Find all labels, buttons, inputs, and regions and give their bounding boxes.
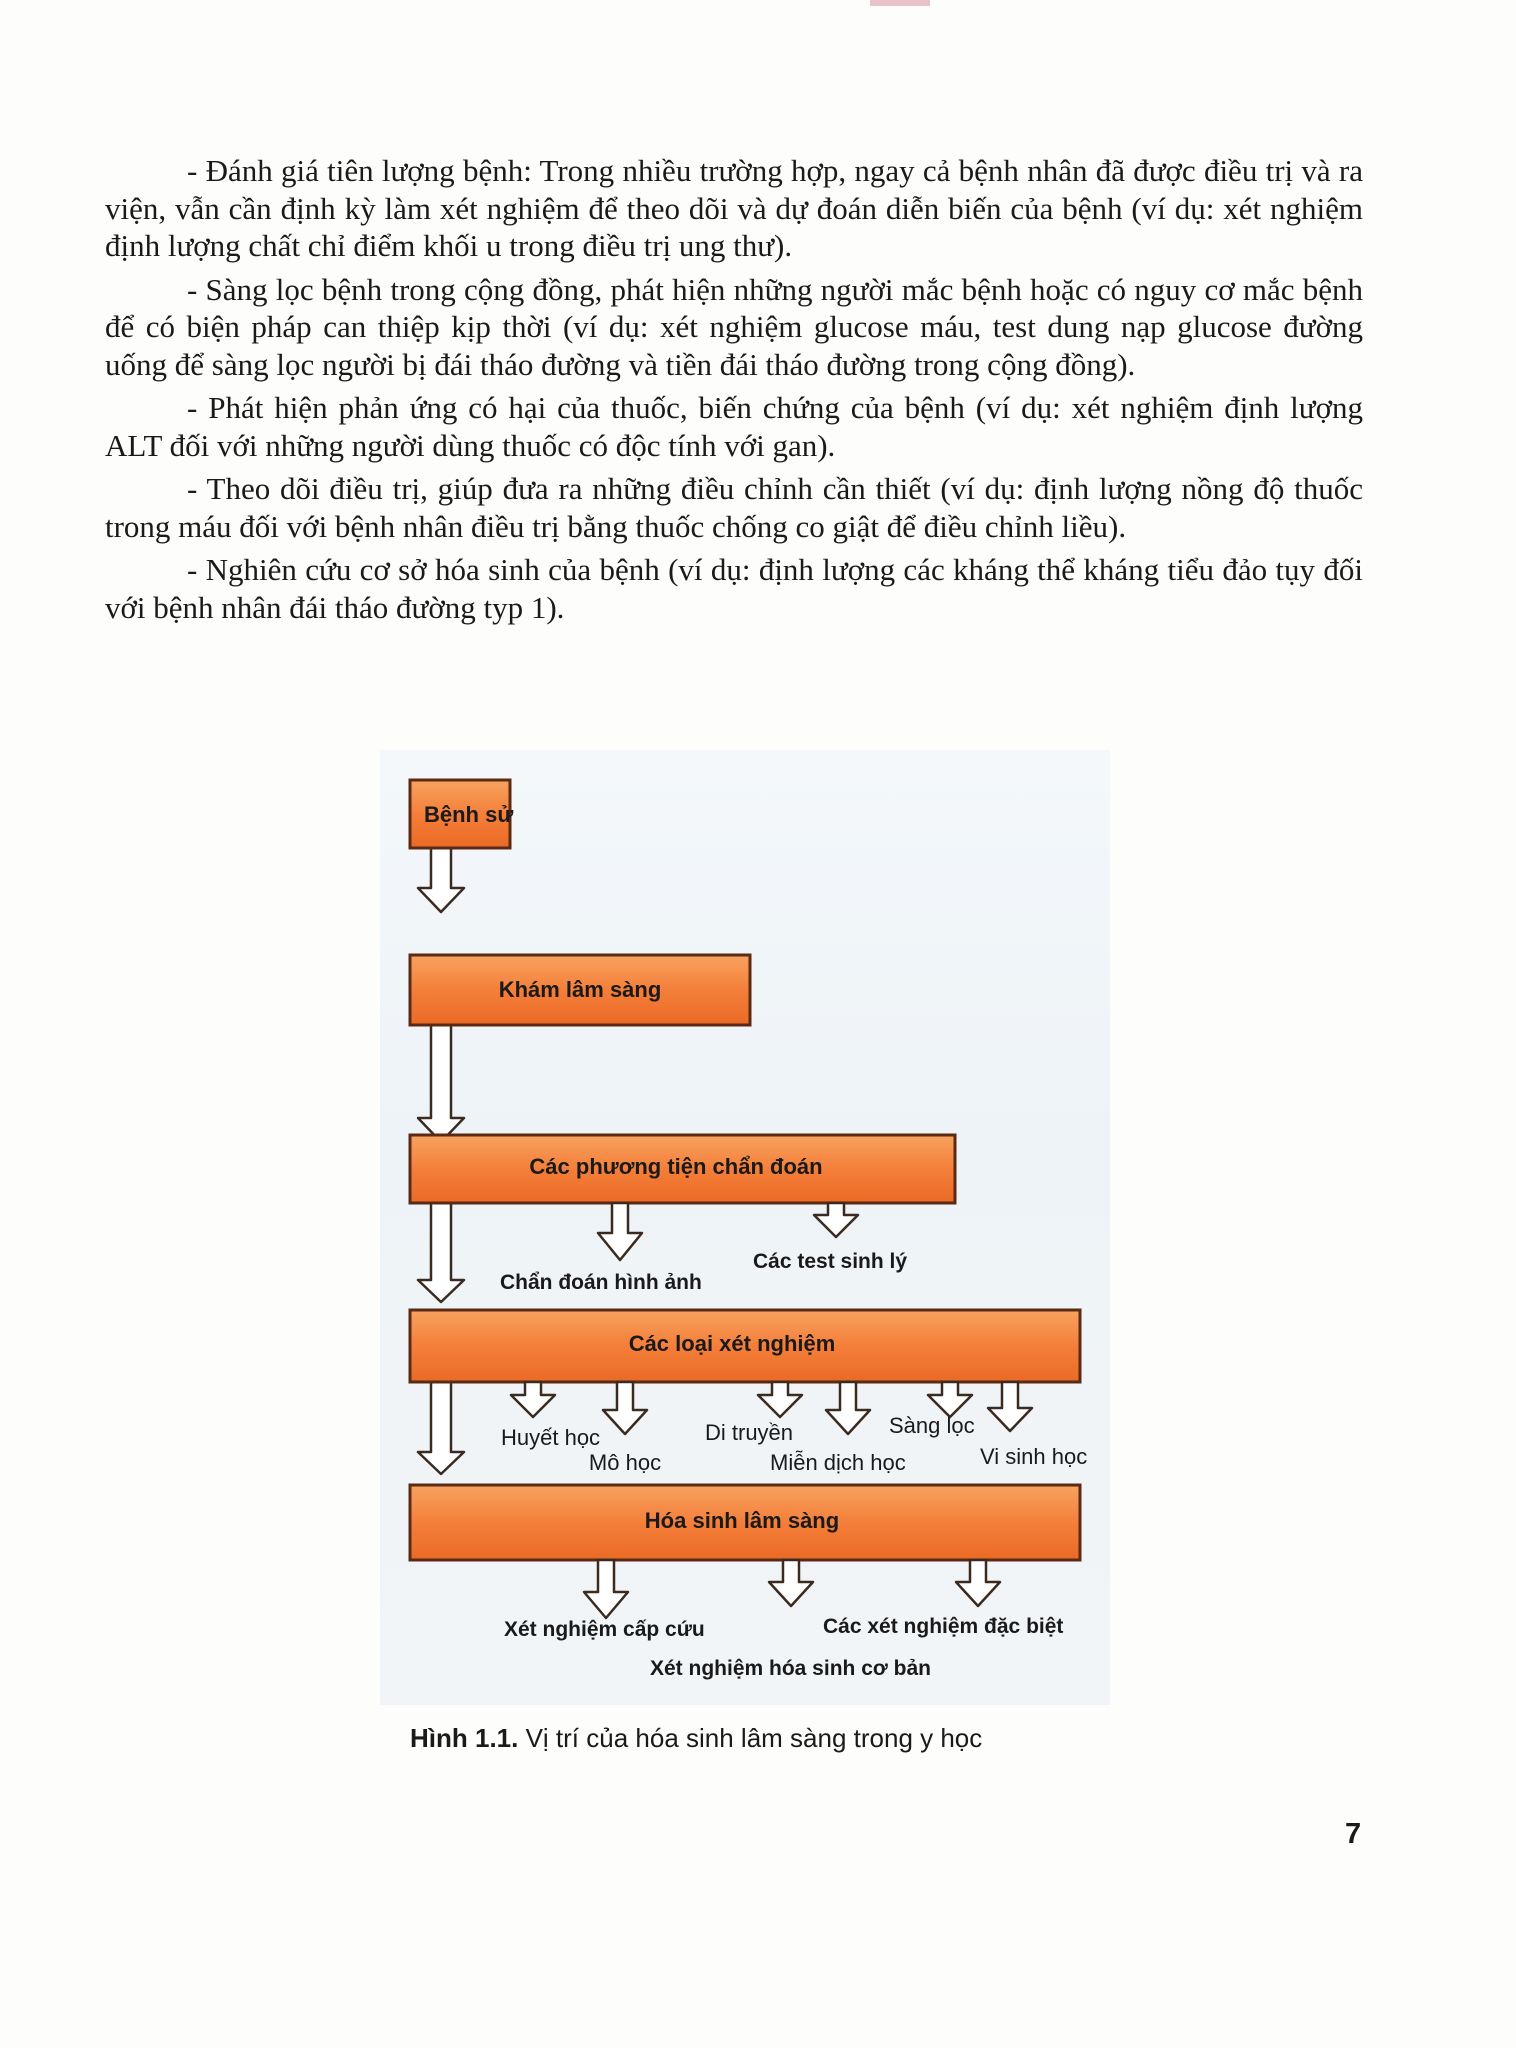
caption-label: Hình 1.1.	[410, 1723, 519, 1753]
arrow-to-emergency	[584, 1560, 628, 1618]
arrow-to-histology	[603, 1382, 647, 1434]
label-special-tests: Các xét nghiệm đặc biệt	[823, 1615, 1064, 1638]
label-emergency-tests: Xét nghiệm cấp cứu	[504, 1618, 705, 1641]
arrow-to-screening	[928, 1382, 972, 1417]
arrow-to-special	[956, 1560, 1000, 1606]
arrow-to-microbiology	[988, 1382, 1032, 1431]
label-diagnostic-means: Các phương tiện chẩn đoán	[529, 1154, 823, 1179]
label-clinical-exam: Khám lâm sàng	[498, 977, 662, 1002]
flowchart-diagram	[380, 750, 1110, 1705]
label-screening: Sàng lọc	[889, 1413, 975, 1438]
body-text	[105, 152, 1363, 632]
arrow-to-immunology	[826, 1382, 870, 1434]
figure-caption	[410, 1723, 1110, 1754]
caption-text: Vị trí của hóa sinh lâm sàng trong y học	[518, 1723, 983, 1753]
arrow-diagnostic-to-tests	[418, 1200, 464, 1302]
figure-flowchart	[380, 750, 1110, 1705]
scan-mark	[870, 0, 930, 6]
paragraph-adverse-effects: - Phát hiện phản ứng có hại của thuốc, biến chứng của bệnh (ví dụ: xét nghiệm định lượng ALT đối với những người dùng thuốc có độc tính với gan).	[105, 390, 1363, 463]
label-physiological-tests: Các test sinh lý	[753, 1250, 908, 1273]
label-clinical-biochem: Hóa sinh lâm sàng	[644, 1508, 840, 1533]
label-history: Bệnh sử	[424, 802, 514, 827]
page-number: 7	[1345, 1818, 1362, 1850]
arrow-to-basic	[769, 1560, 813, 1606]
arrow-tests-to-biochem	[418, 1382, 464, 1474]
label-microbiology: Vi sinh học	[980, 1444, 1088, 1469]
arrow-to-hematology	[511, 1382, 555, 1417]
paragraph-treatment-monitoring: - Theo dõi điều trị, giúp đưa ra những điều chỉnh cần thiết (ví dụ: định lượng nồng độ thuốc trong máu đối với bệnh nhân điều trị bằng thuốc chống co giật để điều chỉnh liều).	[105, 471, 1363, 544]
paragraph-research: - Nghiên cứu cơ sở hóa sinh của bệnh (ví dụ: định lượng các kháng thể kháng tiểu đảo tụy đối với bệnh nhân đái tháo đường typ 1).	[105, 552, 1363, 625]
arrow-history-to-exam	[418, 840, 464, 912]
arrow-to-genetics	[758, 1382, 802, 1417]
paragraph-prognosis: - Đánh giá tiên lượng bệnh: Trong nhiều trường hợp, ngay cả bệnh nhân đã được điều trị và ra viện, vẫn cần định kỳ làm xét nghiệm để theo dõi và dự đoán diễn biến của bệnh (ví dụ: xét nghiệm định lượng chất chỉ điểm khối u trong điều trị ung thư).	[105, 153, 1363, 263]
arrow-to-physiological	[814, 1203, 858, 1237]
label-hematology: Huyết học	[501, 1425, 601, 1450]
label-histology: Mô học	[588, 1450, 662, 1475]
label-test-types: Các loại xét nghiệm	[628, 1331, 836, 1356]
label-imaging: Chẩn đoán hình ảnh	[500, 1271, 702, 1294]
arrow-to-imaging	[598, 1203, 642, 1260]
arrow-exam-to-diagnostic	[418, 1025, 464, 1142]
label-immunology: Miễn dịch học	[770, 1450, 906, 1475]
label-basic-tests: Xét nghiệm hóa sinh cơ bản	[650, 1657, 931, 1680]
paragraph-screening: - Sàng lọc bệnh trong cộng đồng, phát hiện những người mắc bệnh hoặc có nguy cơ mắc bệnh để có biện pháp can thiệp kịp thời (ví dụ: xét nghiệm glucose máu, test dung nạp glucose đường uống để sàng lọc người bị đái tháo đường và tiền đái tháo đường trong cộng đồng).	[105, 271, 1363, 382]
label-genetics: Di truyền	[705, 1420, 794, 1445]
